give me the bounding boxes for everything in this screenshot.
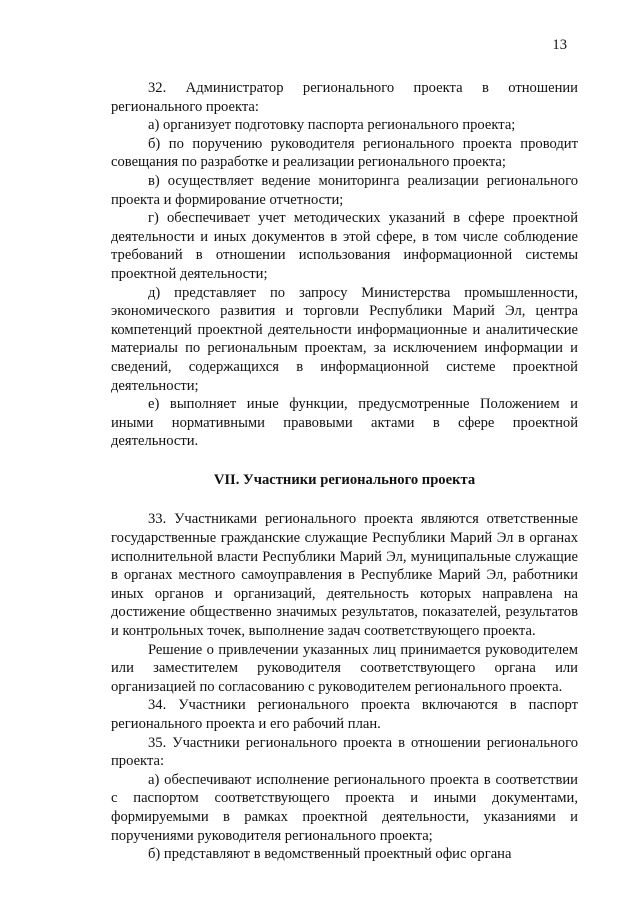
paragraph-32-e: е) выполняет иные функции, предусмотренные Положением и иными нормативными правовыми актами в сфере проектной деятельности. (111, 396, 578, 450)
paragraph-33-decision: Решение о привлечении указанных лиц принимается руководителем или заместителем руководителя соответствующего органа или организацией по согласованию с руководителем регионального проекта. (111, 641, 578, 695)
page-number: 13 (552, 37, 567, 53)
paragraph-32-b: б) по поручению руководителя регионального проекта проводит совещания по разработке и реализации регионального проекта; (111, 135, 578, 171)
paragraph-32: 32. Администратор регионального проекта в отношении регионального проекта: (111, 80, 578, 115)
paragraph-35-a: а) обеспечивают исполнение регионального проекта в соответствии с паспортом соответствующего проекта и иными документами, формируемыми в рамках проектной деятельности, указаниями и поручениями руководителя регионального проекта; (111, 771, 578, 844)
paragraph-35-b: б) представляют в ведомственный проектный офис органа (148, 846, 512, 863)
paragraph-32-g: г) обеспечивает учет методических указаний в сфере проектной деятельности и иных документов в этой сфере, в том числе соблюдение требований в отношении использования информационной системы проектной деятельности; (111, 210, 578, 282)
section-heading: VII. Участники регионального проекта (213, 471, 476, 488)
paragraph-35: 35. Участники регионального проекта в отношении регионального проекта: (111, 734, 578, 770)
paragraph-33: 33. Участниками регионального проекта являются ответственные государственные гражданские служащие Республики Марий Эл в органах исполнительной власти Республики Марий Эл, муниципальные служащие в органах местного самоуправления в Республике Марий Эл, работники иных органов и организаций, деятельность которых направлена на достижение общественно значимых результатов, показателей, результатов и контрольных точек, выполнение задач соответствующего проекта. (111, 511, 578, 640)
document-body (111, 79, 578, 864)
paragraph-32-v: в) осуществляет ведение мониторинга реализации регионального проекта и формирование отчетности; (111, 172, 578, 208)
paragraph-32-d: д) представляет по запросу Министерства промышленности, экономического развития и торговли Республики Марий Эл, центра компетенций проектной деятельности информационные и аналитические материалы по региональным проектам, за исключением информации и сведений, содержащихся в информационной системе проектной деятельности; (111, 284, 578, 394)
paragraph-32-a: а) организует подготовку паспорта регионального проекта; (148, 117, 516, 134)
paragraph-34: 34. Участники регионального проекта включаются в паспорт регионального проекта и его рабочий план. (111, 697, 578, 732)
